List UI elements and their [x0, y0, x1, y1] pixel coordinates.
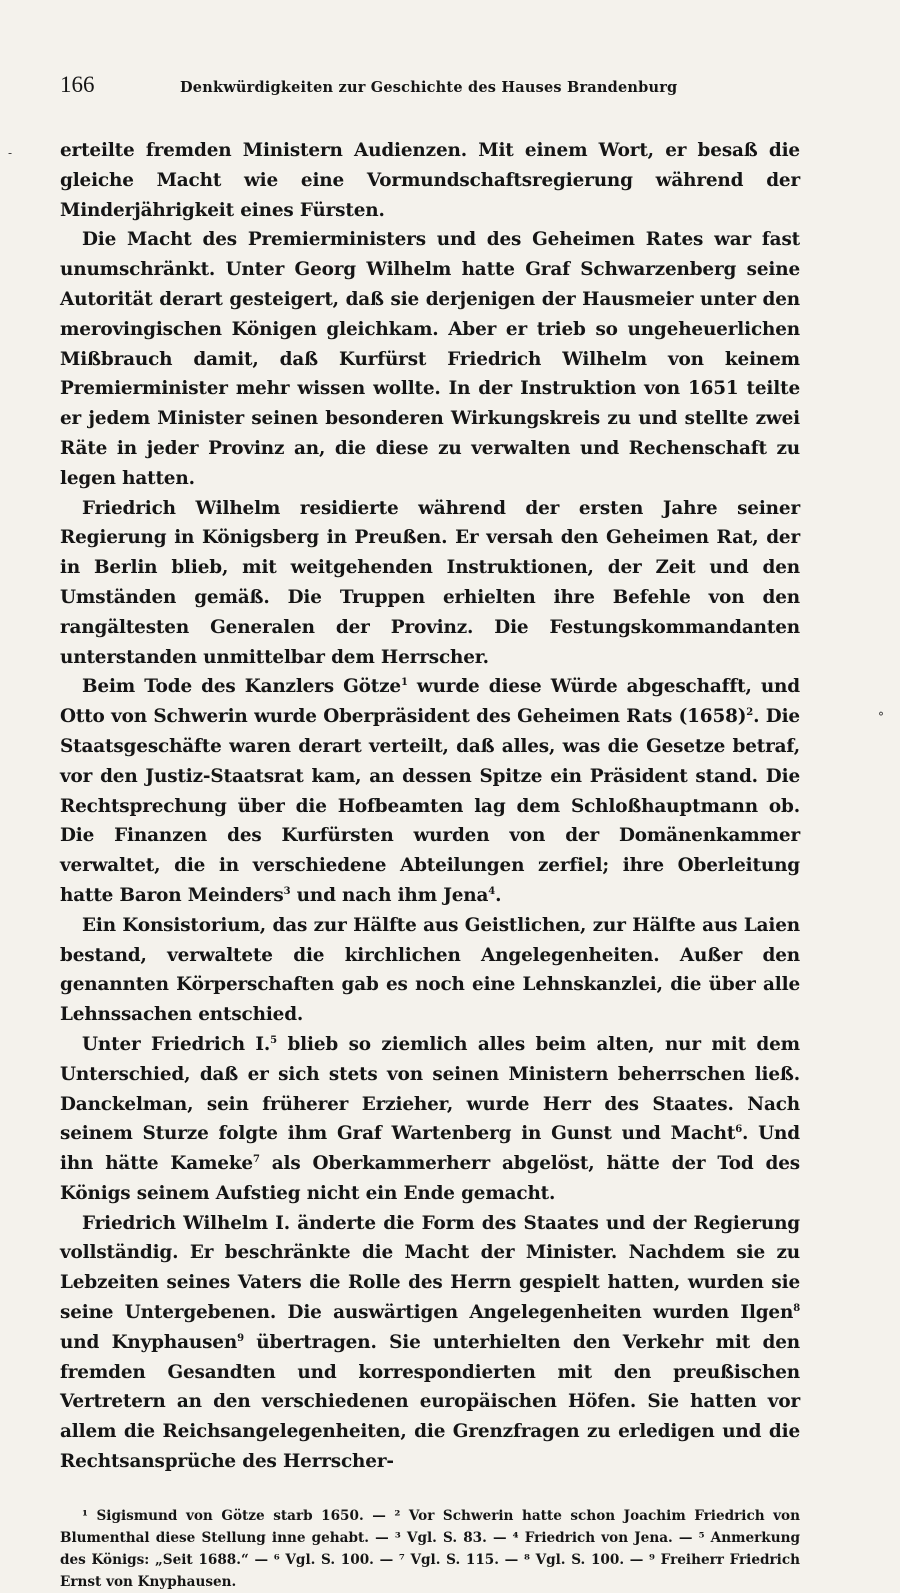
- footnote-ref: 1: [400, 677, 408, 689]
- body-text: [60, 136, 800, 1477]
- text-run: Friedrich Wilhelm I. änderte die Form des Staates und der Regierung vollständig. Er beschränkte die Macht der Minister. Nachdem sie zu Lebzeiten seines Vaters die Rolle des Herrn gespielt hatten, wurden sie seine Untergebenen. Die auswärtigen Angelegenheiten wurden Ilgen: [60, 1212, 800, 1324]
- footnote-ref: 7: [253, 1153, 260, 1165]
- text-run: blieb so ziemlich alles beim alten, nur mit dem Unterschied, daß er sich stets von seinen Ministern beherrschen ließ. Danckelman, sein früherer Erzieher, wurde Herr des Staates. Nach seinem Sturze folgte ihm Graf Wartenberg in Gunst und Macht: [60, 1033, 800, 1145]
- paragraph-4: [60, 672, 800, 910]
- text-run: als Oberkammerherr abgelöst, hätte der Tod des Königs seinem Aufstieg nicht ein Ende gemacht.: [60, 1153, 801, 1204]
- running-title: Denkwürdigkeiten zur Geschichte des Hauses Brandenburg: [180, 79, 678, 96]
- paragraph-2: Die Macht des Premierministers und des Geheimen Rates war fast unumschränkt. Unter Georg Wilhelm hatte Graf Schwarzenberg seine Autorität derart gesteigert, daß sie derjenigen der Hausmeier unter den merovingischen Königen gleichkam. Aber er trieb so ungeheuerlichen Mißbrauch damit, daß Kurfürst Friedrich Wilhelm von keinem Premierminister mehr wissen wollte. In der Instruktion von 1651 teilte er jedem Minister seinen besonderen Wirkungskreis zu und stellte zwei Räte in jeder Provinz an, die diese zu verwalten und Rechenschaft zu legen hatten.: [60, 229, 800, 489]
- text-run: und Knyphausen: [60, 1331, 238, 1353]
- paragraph-6: [60, 1030, 800, 1209]
- footnote-ref: 5: [270, 1034, 277, 1046]
- paragraph-1: erteilte fremden Ministern Audienzen. Mit einem Wort, er besaß die gleiche Macht wie eine Vormundschaftsregierung während der Minderjährigkeit eines Fürsten.: [60, 140, 800, 221]
- footnote-ref: 6: [735, 1124, 743, 1136]
- paragraph-5: Ein Konsistorium, das zur Hälfte aus Geistlichen, zur Hälfte aus Laien bestand, verwaltete die kirchlichen Angelegenheiten. Außer den genannten Körperschaften gab es noch eine Lehnskanzlei, die über alle Lehnssachen entschied.: [60, 914, 800, 1026]
- footnotes: ¹ Sigismund von Götze starb 1650. — ² Vor Schwerin hatte schon Joachim Friedrich von Blumenthal diese Stellung inne gehabt. — ³ Vgl. S. 83. — ⁴ Friedrich von Jena. — ⁵ Anmerkung des Königs: „Seit 1688.“ — ⁶ Vgl. S. 100. — ⁷ Vgl. S. 115. — ⁸ Vgl. S. 100. — ⁹ Freiherr Friedrich Ernst von Knyphausen.: [60, 1507, 800, 1590]
- text-run: . Die Staatsgeschäfte waren derart verteilt, daß alles, was die Gesetze betraf, vor den Justiz-Staatsrat kam, an dessen Spitze ein Präsident stand. Die Rechtsprechung über die Hofbeamten lag dem Schloßhauptmann ob. Die Finanzen des Kurfürsten wurden von der Domänenkammer verwaltet, die in verschiedene Abteilungen zerfiel; ihre Oberleitung hatte Baron Meinders: [60, 706, 800, 906]
- margin-dash: -: [8, 146, 13, 160]
- text-run: Unter Friedrich I.: [82, 1033, 271, 1055]
- footnote-ref: 8: [793, 1302, 800, 1314]
- book-page: [60, 72, 800, 1593]
- paragraph-7: [60, 1209, 800, 1477]
- page-header: [60, 72, 800, 108]
- text-run: Beim Tode des Kanzlers Götze: [82, 676, 401, 698]
- footnote-ref: 9: [237, 1332, 244, 1344]
- footnote-ref: 4: [488, 885, 496, 897]
- footnote-ref: 2: [746, 707, 754, 719]
- margin-circle: °: [878, 710, 884, 724]
- text-run: und nach ihm Jena: [290, 884, 489, 906]
- text-run: wurde diese Würde abgeschafft, und Otto von Schwerin wurde Oberpräsident des Geheimen Rats (1658): [60, 676, 800, 728]
- footnote-ref: 3: [283, 885, 291, 897]
- paragraph-3: Friedrich Wilhelm residierte während der ersten Jahre seiner Regierung in Königsberg in Preußen. Er versah den Geheimen Rat, der in Berlin blieb, mit weitgehenden Instruktionen, der Zeit und den Umständen gemäß. Die Truppen erhielten ihre Befehle von den rangältesten Generalen der Provinz. Die Festungskommandanten unterstanden unmittelbar dem Herrscher.: [60, 497, 800, 668]
- text-run: übertragen. Sie unterhielten den Verkehr mit den fremden Gesandten und korrespondierten mit den preußischen Vertretern an den verschiedenen europäischen Höfen. Sie hatten vor allem die Reichsangelegenheiten, die Grenzfragen zu erledigen und die Rechtsansprüche des Herrscher-: [60, 1331, 800, 1473]
- text-run: . Und ihn hätte Kameke: [60, 1123, 800, 1175]
- text-run: .: [495, 884, 502, 906]
- page-number: 166: [60, 72, 95, 97]
